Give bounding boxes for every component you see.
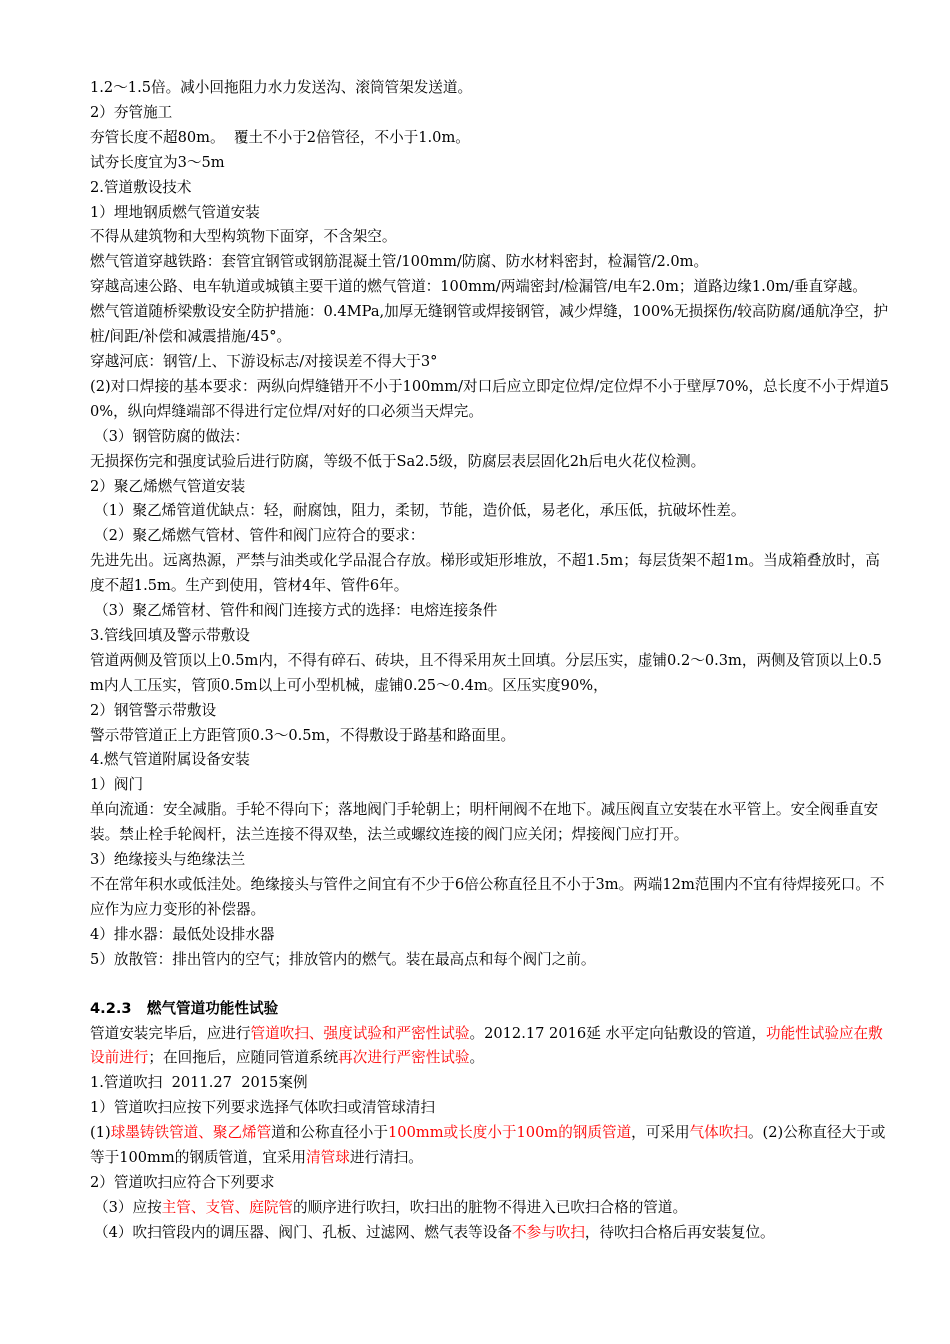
text-line: 5）放散管：排出管内的空气；排放管内的燃气。装在最高点和每个阀门之前。 [90,950,596,968]
text-paragraph: 不在常年积水或低洼处。绝缘接头与管件之间宜有不少于6倍公称直径且不小于3m。两端12m范围内不宜有待焊接死口。不应作为应力变形的补偿器。 [90,876,885,918]
subheading: 2）管道吹扫应符合下列要求 [90,1173,275,1191]
text-line: （3）聚乙烯管材、管件和阀门连接方式的选择：电熔连接条件 [94,602,498,620]
section-title-text: 燃气管道功能性试验 [146,999,279,1017]
section-title [90,997,890,1022]
section-heading: 4.燃气管道附属设备安装 [90,751,250,769]
text-paragraph [90,1022,890,1072]
section-heading: 3.管线回填及警示带敷设 [90,626,250,644]
text-span: 。2012.17 2016延 水平定向钻敷设的管道， [469,1024,766,1042]
text-line: （1）聚乙烯管道优缺点：轻，耐腐蚀，阻力，柔韧，节能，造价低，易老化，承压低，抗破坏性差。 [94,502,746,520]
text-line [90,1196,890,1221]
text-span: （3）应按 [94,1198,162,1216]
subheading: 2）钢管警示带敷设 [90,701,217,719]
highlight-text: 100mm或长度小于100m的钢质管道 [388,1124,632,1142]
text-line: 4）排水器：最低处设排水器 [90,925,275,943]
text-span: ，待吹扫合格后再安装复位。 [584,1223,775,1241]
highlight-text: 再次进行严密性试验 [338,1049,470,1067]
text-span: 道和公称直径小于 [271,1124,388,1142]
section-number: 4.2.3 [90,999,132,1017]
text-paragraph: 管道两侧及管顶以上0.5m内，不得有碎石、砖块，且不得采用灰土回填。分层压实，虚铺0.2～0.3m，两侧及管顶以上0.5m内人工压实，管顶0.5m以上可小型机械，虚铺0.25～0.4m。区压实度90%， [90,651,882,694]
text-paragraph: 燃气管道随桥梁敷设安全防护措施：0.4MPa,加厚无缝钢管或焊接钢管，减少焊缝，100%无损探伤/较高防腐/通航净空，护桩/间距/补偿和减震措施/45°。 [90,303,889,346]
subheading: 1）埋地钢质燃气管道安装 [90,203,260,221]
text-line: 试夯长度宜为3～5m [90,153,225,171]
text-span: ；在回拖后，应随同管道系统 [148,1049,339,1067]
section-heading: 2.管道敷设技术 [90,178,192,196]
highlight-text: 清管球 [306,1149,350,1167]
text-span: 。 [469,1049,485,1067]
subheading: 2）聚乙烯燃气管道安装 [90,477,246,495]
highlight-text: 气体吹扫 [689,1124,748,1142]
subheading: （3）钢管防腐的做法： [94,427,250,445]
highlight-text: 主管、支管、庭院管 [161,1198,294,1216]
text-span: 的顺序进行吹扫，吹扫出的脏物不得进入已吹扫合格的管道。 [293,1198,688,1216]
highlight-text: 球墨铸铁管道、聚乙烯管 [110,1124,272,1142]
text-line [90,1221,890,1246]
highlight-text: 不参与吹扫 [511,1223,585,1241]
highlight-text: 功能性试验应在敷设前进行 [90,1024,883,1067]
subheading: 2）夯管施工 [90,103,173,121]
text-paragraph: 穿越高速公路、电车轨道或城镇主要干道的燃气管道：100mm/两端密封/检漏管/电车2.0m；道路边缘1.0m/垂直穿越。 [90,278,867,296]
text-span: 。(2)公称直径大于或等于100mm的钢质管道，宜采用 [90,1124,886,1167]
document-page [90,76,890,1246]
text-paragraph: 单向流通：安全减脂。手轮不得向下；落地阀门手轮朝上；明杆闸阀不在地下。减压阀直立安装在水平管上。安全阀垂直安装。禁止栓手轮阀杆，法兰连接不得双垫，法兰或螺纹连接的阀门应关闭；焊接阀门应打开。 [90,801,879,844]
subheading: （2）聚乙烯燃气管材、管件和阀门应符合的要求： [94,527,425,545]
text-line: 无损探伤完和强度试验后进行防腐，等级不低于Sa2.5级，防腐层表层固化2h后电火花仪检测。 [90,452,706,470]
text-span: （4）吹扫管段内的调压器、阀门、孔板、过滤网、燃气表等设备 [94,1223,512,1241]
highlight-text: 管道吹扫、强度试验和严密性试验 [250,1024,470,1042]
text-line: 夯管长度不超80m。 覆土不小于2倍管径，不小于1.0m。 [90,128,470,146]
text-span: ，可采用 [631,1124,690,1142]
text-line: 穿越河底：钢管/上、下游设标志/对接误差不得大于3° [90,352,438,370]
subheading: 1）管道吹扫应按下列要求选择气体吹扫或清管球清扫 [90,1099,435,1117]
subheading: 1）阀门 [90,776,144,794]
subheading: 3）绝缘接头与绝缘法兰 [90,851,246,869]
subheading: 1.管道吹扫 2011.27 2015案例 [90,1074,308,1092]
text-line: 警示带管道正上方距管顶0.3～0.5m，不得敷设于路基和路面里。 [90,726,516,744]
text-line: 燃气管道穿越铁路：套管宜钢管或钢筋混凝土管/100mm/防腐、防水材料密封，检漏管/2.0m。 [90,253,709,271]
text-line: 1.2～1.5倍。减小回拖阻力水力发送沟、滚筒管架发送道。 [90,79,473,96]
text-span: (1) [90,1124,111,1142]
spacer [90,973,890,997]
text-paragraph [90,1121,890,1171]
text-paragraph: 先进先出。远离热源，严禁与油类或化学品混合存放。梯形或矩形堆放，不超1.5m；每层货架不超1m。当成箱叠放时，高度不超1.5m。生产到使用，管材4年、管件6年。 [90,552,880,595]
text-span: 管道安装完毕后，应进行 [90,1024,251,1042]
text-span: 进行清扫。 [349,1149,423,1167]
text-line: 不得从建筑物和大型构筑物下面穿，不含架空。 [90,228,397,246]
text-paragraph: (2)对口焊接的基本要求：两纵向焊缝错开不小于100mm/对口后应立即定位焊/定位焊不小于壁厚70%，总长度不小于焊道50%，纵向焊缝端部不得进行定位焊/对好的口必须当天焊完。 [90,377,890,420]
